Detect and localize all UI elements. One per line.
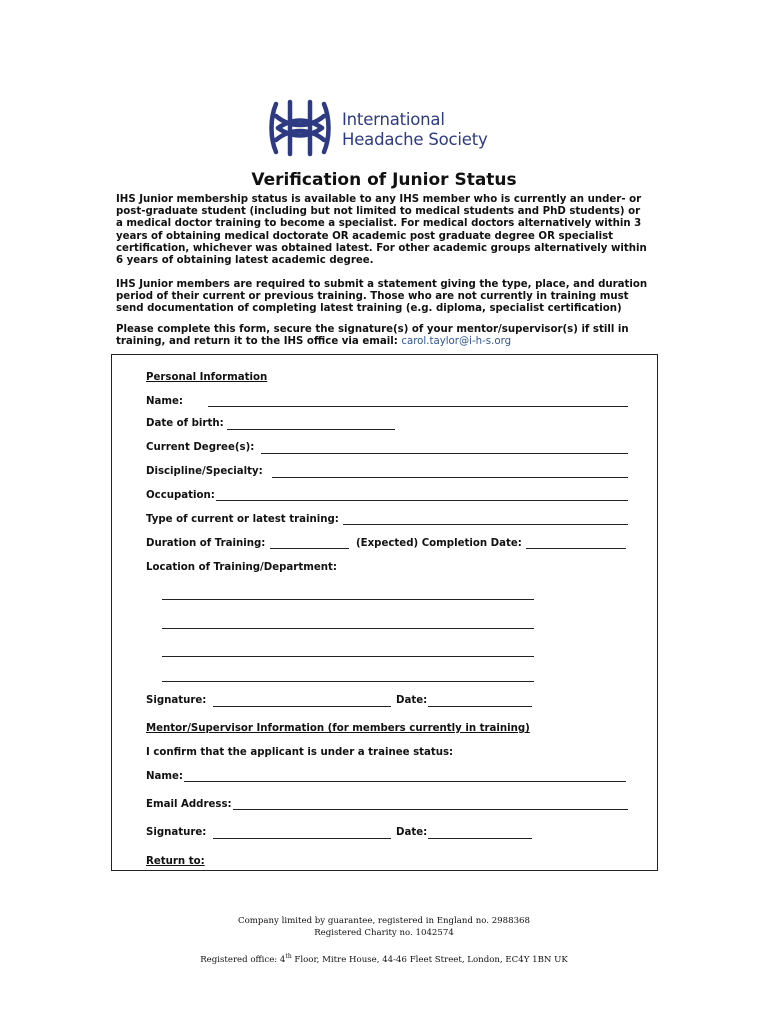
dob-field[interactable] (227, 429, 395, 430)
footer-office (0, 951, 768, 966)
intro-line: Please complete this form, secure the signature(s) of your mentor/supervisor(s) if still in (116, 324, 629, 335)
mentor-signature-field[interactable] (213, 838, 391, 839)
footer-office-sup: th (285, 953, 292, 960)
duration-field[interactable] (270, 548, 349, 549)
degree-label: Current Degree(s): (146, 442, 255, 453)
occupation-label: Occupation: (146, 490, 215, 501)
location-field-3[interactable] (162, 656, 534, 657)
dob-label: Date of birth: (146, 418, 224, 429)
training-type-label: Type of current or latest training: (146, 514, 339, 525)
training-type-field[interactable] (343, 524, 628, 525)
intro-line: IHS Junior membership status is available to any IHS member who is currently an under- or (116, 194, 642, 205)
email-address-field[interactable] (233, 809, 628, 810)
mentor-name-field[interactable] (184, 781, 626, 782)
location-field-2[interactable] (162, 628, 534, 629)
personal-info-title: Personal Information (146, 372, 268, 383)
logo-line-2: Headache Society (342, 130, 488, 149)
intro-line-with-email (116, 336, 661, 348)
footer-office-post: Floor, Mitre House, 44-46 Fleet Street, London, EC4Y 1BN UK (291, 954, 568, 965)
date-label: Date: (396, 695, 428, 706)
degree-field[interactable] (261, 453, 628, 454)
location-field-1[interactable] (162, 599, 534, 600)
mentor-date-label: Date: (396, 827, 428, 838)
intro-line: 6 years of obtaining latest academic degree. (116, 255, 374, 267)
intro-line: certification, whichever was obtained latest. For other academic groups alternatively within (116, 242, 647, 254)
discipline-field[interactable] (272, 477, 628, 478)
intro-line: training, and return it to the IHS office via email: (116, 336, 398, 348)
signature-label: Signature: (146, 695, 207, 706)
logo-line-1: International (342, 110, 445, 129)
email-address-label: Email Address: (146, 799, 232, 810)
form-box (111, 354, 658, 871)
ihs-logo-mark-icon (268, 98, 332, 158)
intro-paragraph-1 (116, 194, 661, 267)
completion-field[interactable] (526, 548, 626, 549)
footer-charity: Registered Charity no. 1042574 (314, 928, 454, 938)
name-field[interactable] (208, 406, 628, 407)
page-title: Verification of Junior Status (251, 170, 517, 190)
confirm-text: I confirm that the applicant is under a trainee status: (146, 747, 454, 758)
intro-line: send documentation of completing latest training (e.g. diploma, specialist certification) (116, 303, 622, 315)
footer-company: Company limited by guarantee, registered in England no. 2988368 (238, 916, 530, 926)
intro-paragraph-2 (116, 279, 661, 316)
mentor-info-title: Mentor/Supervisor Information (for members currently in training) (146, 723, 530, 734)
email-link[interactable]: carol.taylor@i-h-s.org (401, 336, 512, 348)
intro-paragraph-3 (116, 324, 661, 348)
signature-field[interactable] (213, 706, 391, 707)
footer-office-pre: Registered office: 4 (200, 954, 286, 965)
mentor-name-label: Name: (146, 771, 183, 782)
intro-line: period of their current or previous training. Those who are not currently in training must (116, 291, 629, 303)
date-field[interactable] (428, 706, 532, 707)
occupation-field[interactable] (216, 500, 628, 501)
mentor-signature-label: Signature: (146, 827, 207, 838)
mentor-date-field[interactable] (428, 838, 532, 839)
intro-line: post-graduate student (including but not limited to medical students and PhD students) or (116, 206, 641, 218)
name-label: Name: (146, 396, 183, 407)
intro-line: a medical doctor training to become a specialist. For medical doctors alternatively within 3 (116, 218, 642, 230)
location-field-4[interactable] (162, 681, 534, 682)
return-to-label: Return to: (146, 856, 205, 867)
location-label: Location of Training/Department: (146, 562, 337, 573)
discipline-label: Discipline/Specialty: (146, 466, 263, 477)
duration-label: Duration of Training: (146, 538, 266, 549)
completion-label: (Expected) Completion Date: (356, 538, 522, 549)
logo-wordmark (342, 110, 488, 150)
intro-line: IHS Junior members are required to submit a statement giving the type, place, and duration (116, 279, 648, 290)
ihs-logo (268, 98, 508, 160)
intro-line: years of obtaining medical doctorate OR academic post graduate degree OR specialist (116, 230, 614, 242)
